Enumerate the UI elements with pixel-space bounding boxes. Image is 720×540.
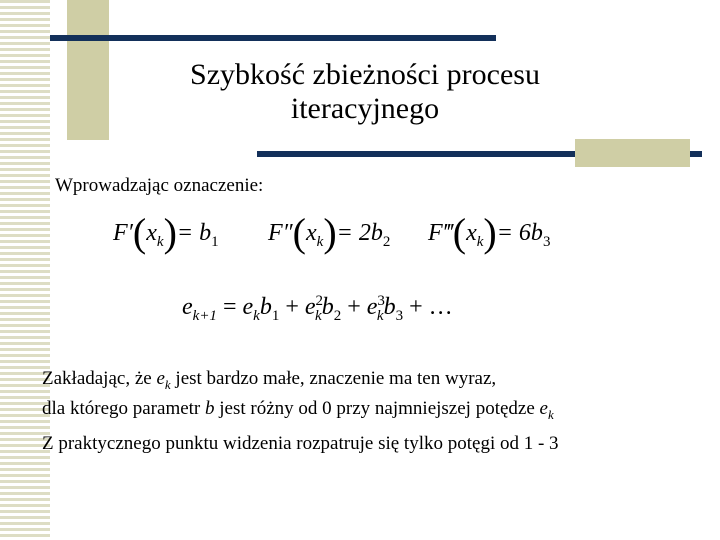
ek-symbol: $e_k$ — [156, 368, 171, 392]
formula-error-expansion: $e_{k+1} = e_kb_1 + e^2_kb_2 + e^3_kb_3$ + … — [182, 293, 453, 324]
top-divider-bar — [50, 35, 496, 41]
formula-second-derivative: $F''(x_k)= 2b_2$ — [268, 210, 391, 255]
slide-title — [130, 58, 600, 126]
formula-third-derivative: $F‴(x_k)= 6b_3$ — [428, 210, 551, 255]
paragraph-line-3: Z praktycznego punktu widzenia rozpatruje się tylko potęgi od 1 - 3 — [42, 433, 559, 454]
title-line-1: Szybkość zbieżności procesu — [190, 58, 540, 91]
left-stripe-decoration — [0, 0, 50, 540]
intro-text: Wprowadzając oznaczenie: — [55, 175, 264, 196]
bottom-accent-block — [575, 139, 690, 167]
formula-first-derivative: $F'(x_k)= b_1$ — [113, 210, 219, 255]
paragraph-line-1: Zakładając, że $e_k$ jest bardzo małe, znaczenie ma ten wyraz, — [42, 368, 497, 392]
title-line-2: iteracyjnego — [290, 92, 440, 125]
top-accent-block — [67, 0, 109, 140]
paragraph-line-2: dla którego parametr b jest różny od 0 przy najmniejszej potędze $e_k$ — [42, 398, 554, 422]
ek-symbol: $e_k$ — [539, 398, 554, 422]
